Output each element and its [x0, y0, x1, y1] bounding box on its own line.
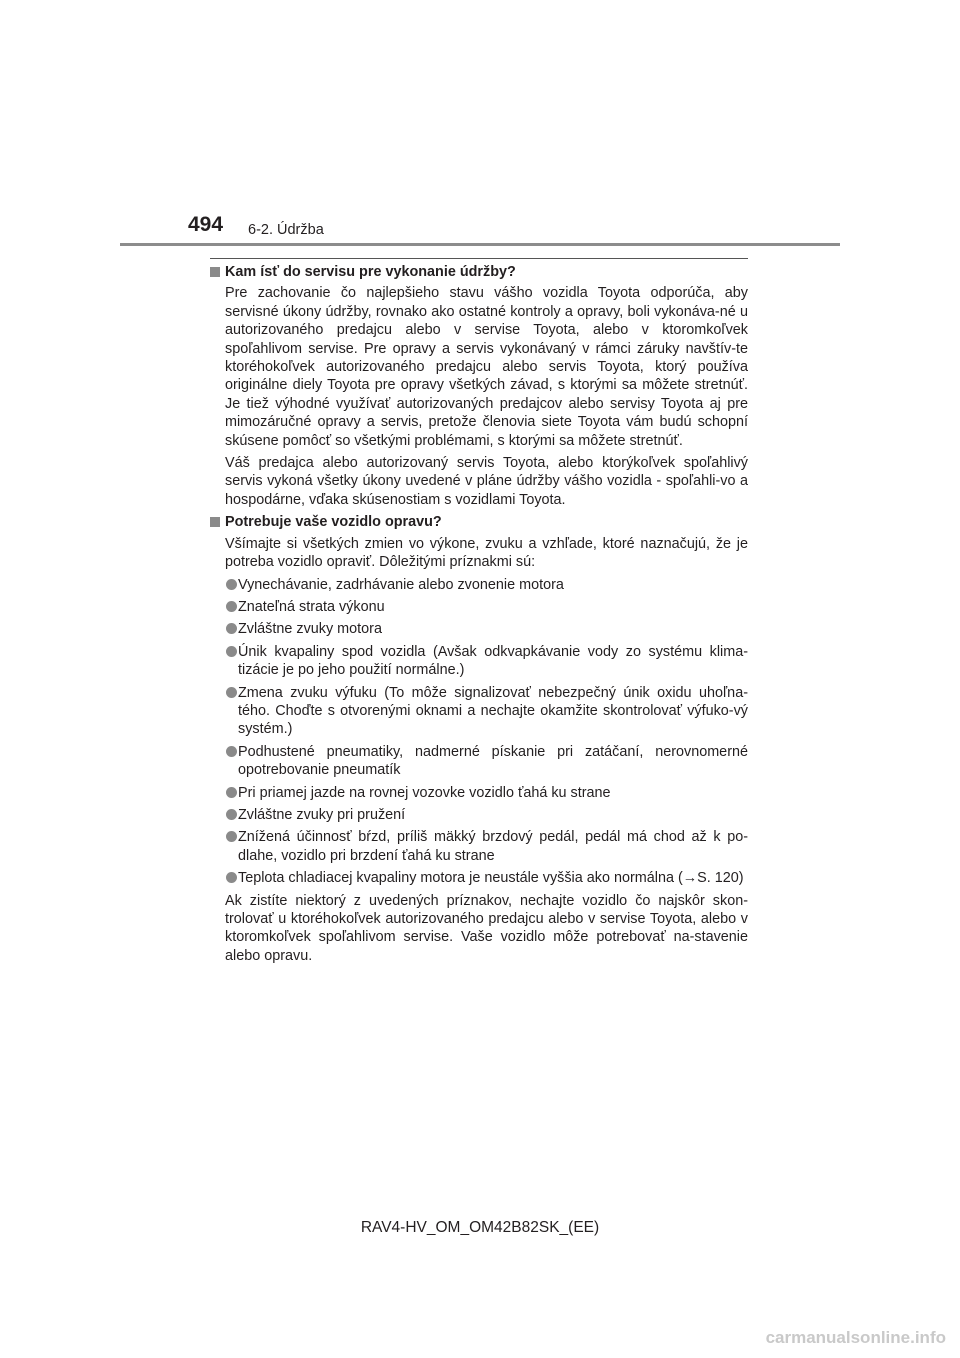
paragraph: Pre zachovanie čo najlepšieho stavu vášho vozidla Toyota odporúča, aby servisné úkony údržby, rovnako ako ostatné kontroly a opravy, boli vykonáva-né u autorizovaného predajcu alebo v servise Toyota, alebo v ktoromkoľvek spoľahlivom servise. Pre opravy a servis vykonávaný v rámci záruky navštív-te ktoréhokoľvek autorizovaného predajcu alebo servis Toyota, ktorý používa originálne diely Toyota pre opravy všetkých závad, s ktorými sa môžete stretnúť. Je tiež výhodné využívať autorizovaných predajcov alebo servisy Toyota aj pre mimozáručné opravy a servis, pretože členovia siete Toyota vám budú schopní skúsene pomôcť so všetkými problémami, s ktorými sa môžete stretnúť.	[225, 285, 748, 449]
header-divider	[120, 243, 840, 246]
list-item	[210, 828, 748, 865]
list-item-text: Zmena zvuku výfuku (To môže signalizovať nebezpečný únik oxidu uhoľna-tého. Choďte s otvorenými oknami a nechajte okamžite skontrolovať výfuko-vý systém.)	[238, 684, 748, 738]
paragraph-closing: Ak zistíte niektorý z uvedených príznakov, nechajte vozidlo čo najskôr skon-trolovať u ktoréhokoľvek autorizovaného predajcu alebo v servise Toyota, alebo v ktoromkoľvek spoľahlivom servise. Vaše vozidlo môže potrebovať na-stavenie alebo opravu.	[225, 892, 748, 964]
list-item	[210, 806, 748, 824]
heading-text: Potrebuje vaše vozidlo opravu?	[225, 514, 442, 531]
square-bullet-icon	[210, 267, 220, 277]
list-item-text: Zvláštne zvuky pri pružení	[238, 806, 406, 823]
list-item	[210, 684, 748, 739]
circle-bullet-icon	[226, 787, 237, 798]
list-item-text: Znížená účinnosť bŕzd, príliš mäkký brzdový pedál, pedál má chod až k po-dlahe, vozidlo pri brzdení ťahá ku strane	[238, 829, 748, 864]
document-code: RAV4-HV_OM_OM42B82SK_(EE)	[360, 1219, 600, 1236]
list-item-text: Pri priamej jazde na rovnej vozovke vozidlo ťahá ku strane	[238, 784, 611, 801]
circle-bullet-icon	[226, 809, 237, 820]
list-item-text: Zvláštne zvuky motora	[238, 621, 382, 638]
page-content	[210, 263, 748, 969]
list-item	[210, 620, 748, 638]
circle-bullet-icon	[226, 601, 237, 612]
circle-bullet-icon	[226, 646, 237, 657]
circle-bullet-icon	[226, 579, 237, 590]
watermark: carmanualsonline.info	[765, 1328, 946, 1347]
list-item-text: Podhustené pneumatiky, nadmerné pískanie pri zatáčaní, nerovnomerné opotrebovanie pneumatík	[238, 743, 748, 779]
list-item-text: Vynechávanie, zadrhávanie alebo zvonenie motora	[238, 576, 564, 593]
section-heading-service	[210, 263, 748, 281]
list-item	[210, 598, 748, 616]
paragraph: Váš predajca alebo autorizovaný servis Toyota, alebo ktorýkoľvek spoľahlivý servis vykoná všetky úkony uvedené v pláne údržby vášho vozidla - spoľahli-vo a hospodárne, vďaka skúsenostiam s vozidlami Toyota.	[225, 455, 748, 508]
list-item	[210, 869, 748, 887]
circle-bullet-icon	[226, 623, 237, 634]
paragraph-intro: Všímajte si všetkých zmien vo výkone, zvuku a vzhľade, ktoré naznačujú, že je potreba vozidlo opraviť. Dôležitými príznakmi sú:	[225, 535, 748, 571]
section-heading-repair	[210, 513, 748, 531]
content-top-divider	[210, 258, 748, 259]
circle-bullet-icon	[226, 687, 237, 698]
list-item	[210, 743, 748, 780]
circle-bullet-icon	[226, 746, 237, 757]
list-item-text: Znateľná strata výkonu	[238, 598, 385, 615]
section-title: 6-2. Údržba	[248, 222, 324, 238]
square-bullet-icon	[210, 517, 220, 527]
list-item-text: Teplota chladiacej kvapaliny motora je neustále vyššia ako normálna (→S. 120)	[238, 870, 744, 887]
list-item	[210, 643, 748, 680]
page-number: 494	[188, 213, 224, 236]
heading-text: Kam ísť do servisu pre vykonanie údržby?	[225, 264, 516, 280]
list-item	[210, 576, 748, 594]
circle-bullet-icon	[226, 831, 237, 842]
list-item	[210, 784, 748, 802]
circle-bullet-icon	[226, 872, 237, 883]
list-item-text: Únik kvapaliny spod vozidla (Avšak odkvapkávanie vody zo systému klima-tizácie je po jeho použití normálne.)	[238, 643, 748, 679]
